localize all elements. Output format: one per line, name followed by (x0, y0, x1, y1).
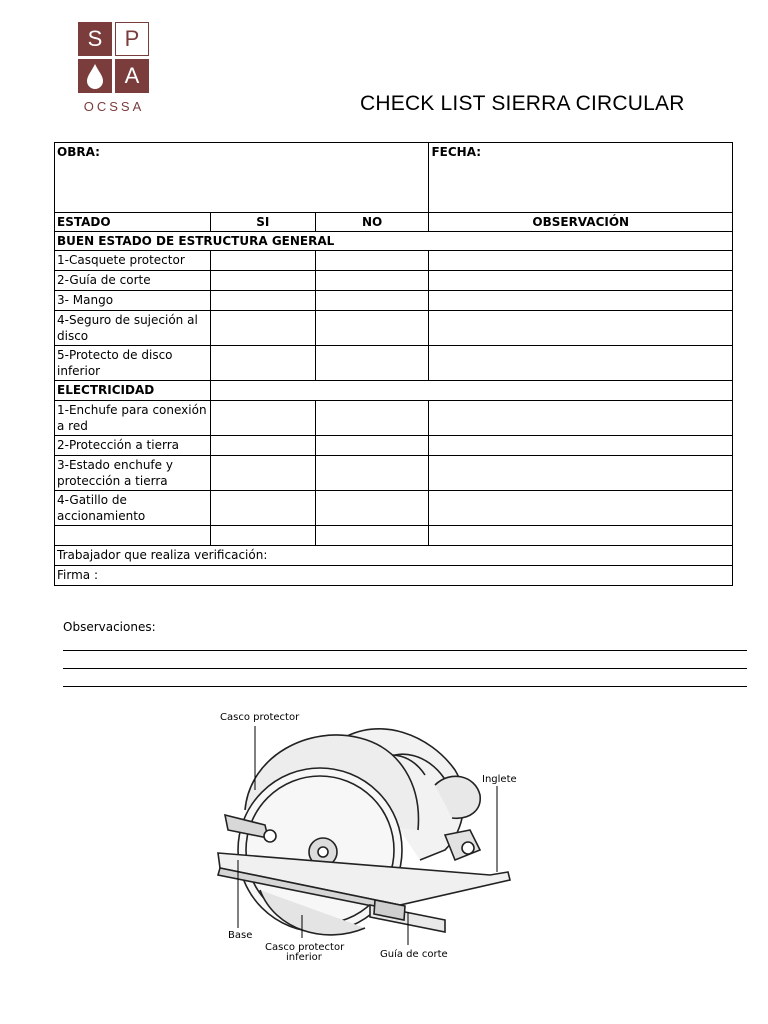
item-label: 2-Protección a tierra (55, 436, 211, 456)
observaciones-line-3[interactable] (63, 686, 747, 687)
si-cell[interactable] (210, 436, 315, 456)
header-no: NO (315, 213, 429, 232)
page-title: CHECK LIST SIERRA CIRCULAR (360, 92, 685, 115)
observacion-cell[interactable] (429, 346, 733, 381)
label-casco-inferior-2: inferior (286, 952, 322, 963)
item-label: 3- Mango (55, 291, 211, 311)
si-cell[interactable] (210, 251, 315, 271)
header-estado: ESTADO (55, 213, 211, 232)
obra-label: OBRA: (57, 145, 100, 159)
observacion-cell[interactable] (429, 436, 733, 456)
label-inglete: Inglete (482, 774, 517, 785)
no-cell[interactable] (315, 456, 429, 491)
item-label: 4-Gatillo de accionamiento (55, 491, 211, 526)
table-row (55, 401, 733, 436)
no-cell[interactable] (315, 526, 429, 546)
item-label: 3-Estado enchufe y protección a tierra (55, 456, 211, 491)
si-cell[interactable] (210, 311, 315, 346)
obra-field[interactable] (55, 143, 429, 213)
item-label: 4-Seguro de sujeción al disco (55, 311, 211, 346)
si-cell[interactable] (210, 401, 315, 436)
table-header-row (55, 213, 733, 232)
table-row-empty (55, 526, 733, 546)
observacion-cell[interactable] (429, 401, 733, 436)
fecha-label: FECHA: (431, 145, 482, 159)
item-label: 1-Enchufe para conexión a red (55, 401, 211, 436)
section-blank-cell (210, 381, 732, 401)
no-cell[interactable] (315, 291, 429, 311)
no-cell[interactable] (315, 251, 429, 271)
si-cell[interactable] (210, 291, 315, 311)
si-cell[interactable] (210, 271, 315, 291)
worker-label: Trabajador que realiza verificación: (57, 548, 268, 562)
table-row (55, 271, 733, 291)
observacion-cell[interactable] (429, 456, 733, 491)
circular-saw-diagram (190, 700, 550, 980)
section-title-estructura: BUEN ESTADO DE ESTRUCTURA GENERAL (55, 232, 733, 251)
label-casco-protector: Casco protector (220, 712, 300, 723)
section-row-electricidad (55, 381, 733, 401)
item-label: 2-Guía de corte (55, 271, 211, 291)
fecha-field[interactable] (429, 143, 733, 213)
observaciones-line-2[interactable] (63, 668, 747, 669)
table-row (55, 291, 733, 311)
section-row-estructura (55, 232, 733, 251)
company-logo (78, 22, 150, 114)
logo-letter-s: S (78, 22, 112, 56)
drop-icon (78, 59, 112, 93)
worker-field[interactable] (55, 546, 733, 566)
firma-label: Firma : (57, 568, 98, 582)
label-guia-de-corte: Guía de corte (380, 949, 448, 960)
table-row (55, 456, 733, 491)
observacion-cell[interactable] (429, 526, 733, 546)
no-cell[interactable] (315, 346, 429, 381)
no-cell[interactable] (315, 491, 429, 526)
item-label: 1-Casquete protector (55, 251, 211, 271)
label-casco-inferior-1: Casco protector (265, 942, 345, 953)
observaciones-line-1[interactable] (63, 650, 747, 651)
observacion-cell[interactable] (429, 271, 733, 291)
si-cell[interactable] (210, 346, 315, 381)
no-cell[interactable] (315, 271, 429, 291)
checklist-table (54, 142, 733, 586)
logo-letter-a: A (115, 59, 149, 93)
table-row (55, 311, 733, 346)
observaciones-label: Observaciones: (63, 620, 156, 634)
observacion-cell[interactable] (429, 251, 733, 271)
table-row (55, 436, 733, 456)
worker-row (55, 546, 733, 566)
section-title-electricidad: ELECTRICIDAD (55, 381, 211, 401)
firma-field[interactable] (55, 566, 733, 586)
table-row (55, 251, 733, 271)
saw-drawing (218, 729, 510, 935)
label-base: Base (228, 930, 253, 941)
observacion-cell[interactable] (429, 491, 733, 526)
no-cell[interactable] (315, 436, 429, 456)
observacion-cell[interactable] (429, 291, 733, 311)
header-si: SI (210, 213, 315, 232)
firma-row (55, 566, 733, 586)
no-cell[interactable] (315, 401, 429, 436)
observacion-cell[interactable] (429, 311, 733, 346)
table-row-obra (55, 143, 733, 213)
item-label: 5-Protecto de disco inferior (55, 346, 211, 381)
logo-letter-p: P (115, 22, 149, 56)
table-row (55, 491, 733, 526)
no-cell[interactable] (315, 311, 429, 346)
si-cell[interactable] (210, 456, 315, 491)
item-label-empty[interactable] (55, 526, 211, 546)
header-observacion: OBSERVACIÓN (429, 213, 733, 232)
logo-brand-text: OCSSA (83, 99, 145, 114)
si-cell[interactable] (210, 491, 315, 526)
table-row (55, 346, 733, 381)
si-cell[interactable] (210, 526, 315, 546)
